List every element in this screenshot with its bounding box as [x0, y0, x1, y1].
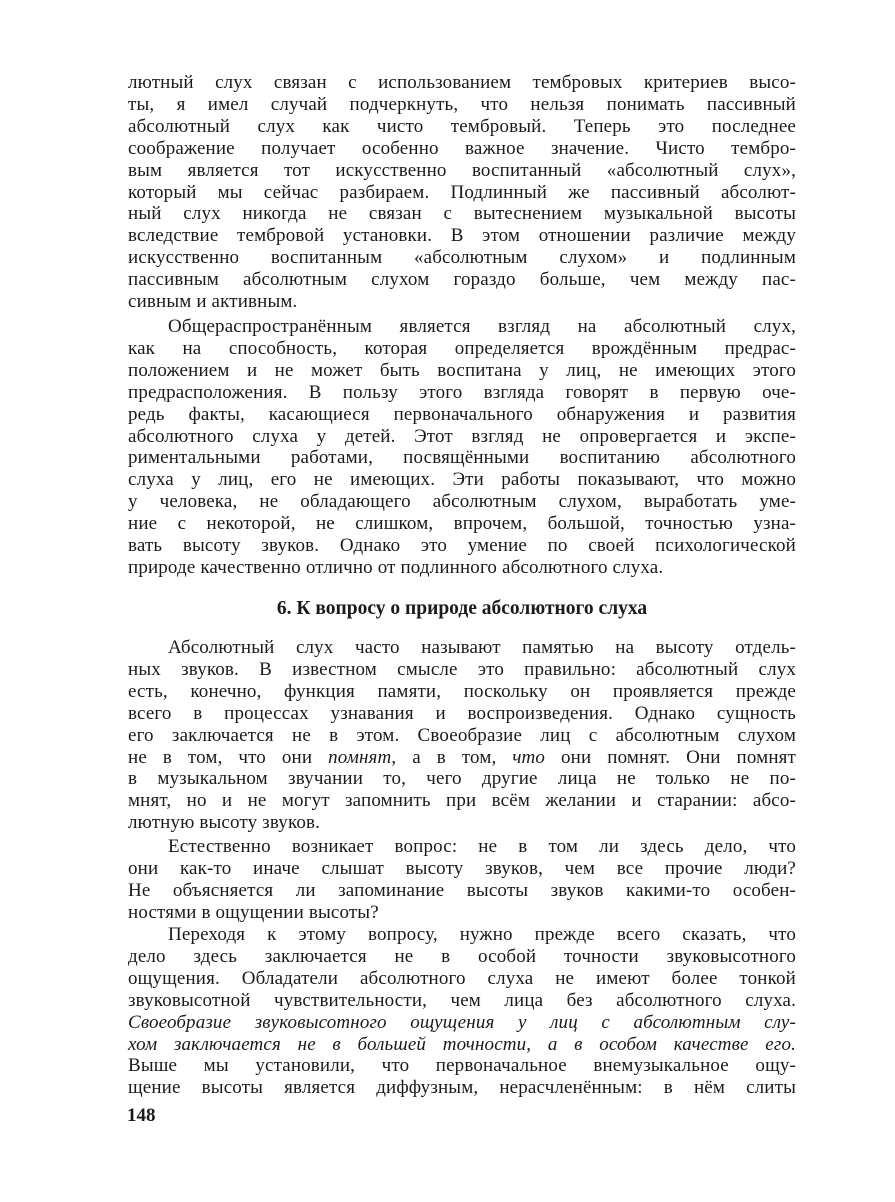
text-run: они помнят. Они помнят [545, 746, 796, 768]
italic-line: Своеобразие звуковысотного ощущения у лиц с абсолютным слу- [128, 1011, 796, 1033]
text-line: всего в процессах узнавания и воспроизведения. Однако сущность [128, 702, 796, 724]
text-line: искусственно воспитанным «абсолютным слухом» и подлинным [128, 247, 796, 269]
text-line: пассивным абсолютным слухом гораздо больше, чем между пас- [128, 269, 796, 291]
text-line: Общераспространённым является взгляд на абсолютный слух, [168, 316, 796, 337]
text-line: соображение получает особенно важное значение. Чисто тембро- [128, 137, 796, 159]
text-line: лютный слух связан с использованием тембровых критериев высо- [128, 72, 796, 93]
text-line: природе качественно отлично от подлинного абсолютного слуха. [128, 556, 664, 578]
text-line: абсолютный слух как чисто тембровый. Теперь это последнее [128, 115, 796, 137]
text-line: положением и не может быть воспитана у лиц, не имеющих этого [128, 359, 796, 381]
text-line: риментальными работами, посвящёнными воспитанию абсолютного [128, 447, 796, 469]
text-line: в музыкальном звучании то, чего другие лица не только не по- [128, 768, 796, 790]
text-line: Выше мы установили, что первоначальное внемузыкальное ощу- [128, 1055, 796, 1077]
text-run: не в том, что они [128, 746, 329, 768]
text-line: дело здесь заключается не в особой точности звуковысотного [128, 945, 796, 967]
text-line: Не объясняется ли запоминание высоты звуков какими-то особен- [128, 879, 796, 901]
text-line: его заключается не в этом. Своеобразие лиц с абсолютным слухом [128, 724, 796, 746]
text-line: вать высоту звуков. Однако это умение по своей психологической [128, 535, 796, 557]
text-line: они как-то иначе слышат высоту звуков, чем все прочие люди? [128, 857, 796, 879]
text-line: Абсолютный слух часто называют памятью на высоту отдель- [168, 637, 796, 658]
text-line: Естественно возникает вопрос: не в том ли здесь дело, что [168, 836, 796, 857]
text-line: мнят, но и не могут запомнить при всём желании и старании: абсо- [128, 790, 796, 812]
page-number: 148 [127, 1105, 156, 1126]
paragraph-1 [128, 72, 796, 313]
text-line: который мы сейчас разбираем. Подлинный же пассивный абсолют- [128, 181, 796, 203]
text-line: лютную высоту звуков. [128, 812, 321, 834]
text-line: щение высоты является диффузным, нерасчленённым: в нём слиты [128, 1077, 796, 1099]
text-line: ощущения. Обладатели абсолютного слуха не имеют более тонкой [128, 967, 796, 989]
paragraph-2 [128, 316, 796, 579]
text-line: ты, я имел случай подчеркнуть, что нельзя понимать пассивный [128, 93, 796, 115]
text-line: звуковысотной чувствительности, чем лица без абсолютного слуха. [128, 989, 796, 1011]
text-line: ние с некоторой, не слишком, впрочем, большой, точностью узна- [128, 513, 796, 535]
paragraph-3 [128, 637, 796, 834]
text-line: ностями в ощущении высоты? [128, 901, 379, 923]
section-heading: 6. К вопросу о природе абсолютного слуха [276, 598, 648, 619]
text-line: вым является тот искусственно воспитанный «абсолютный слух», [128, 159, 796, 181]
text-line: ных звуков. В известном смысле это правильно: абсолютный слух [128, 658, 796, 680]
paragraph-4 [128, 836, 796, 924]
text-line: предрасположения. В пользу этого взгляда говорят в первую оче- [128, 381, 796, 403]
italic-emphasis: помнят [328, 746, 392, 768]
text-line-mixed [128, 747, 796, 769]
text-line: вследствие тембровой установки. В этом отношении различие между [128, 225, 796, 247]
text-line: слуха у лиц, его не имеющих. Эти работы показывают, что можно [128, 469, 796, 491]
text-line: как на способность, которая определяется врождённым предрас- [128, 337, 796, 359]
text-line: редь факты, касающиеся первоначального обнаружения и развития [128, 403, 796, 425]
paragraph-5 [128, 924, 796, 1099]
text-run: , а в том, [391, 746, 513, 768]
text-line: есть, конечно, функция памяти, поскольку он проявляется прежде [128, 680, 796, 702]
text-line: ный слух никогда не связан с вытеснением музыкальной высоты [128, 203, 796, 225]
text-line: сивным и активным. [128, 291, 298, 313]
text-line: Переходя к этому вопросу, нужно прежде всего сказать, что [168, 924, 796, 945]
italic-emphasis: что [512, 746, 546, 768]
text-line: абсолютного слуха у детей. Этот взгляд не опровергается и экспе- [128, 425, 796, 447]
text-line: у человека, не обладающего абсолютным слухом, выработать уме- [128, 491, 796, 513]
italic-line: хом заключается не в большей точности, а в особом качестве его. [128, 1033, 796, 1055]
